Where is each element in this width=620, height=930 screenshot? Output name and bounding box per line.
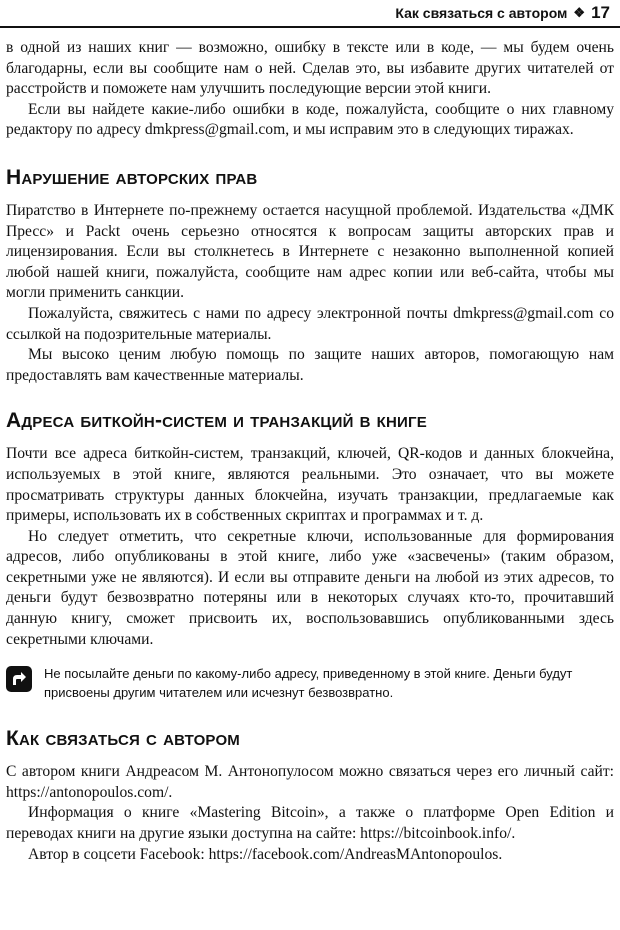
intro-paragraph-2: Если вы найдете какие-либо ошибки в коде, пожалуйста, сообщите о них главному редактору по адресу dmkpress@gmail.com, и мы исправим это в следующих тиражах. (6, 100, 614, 139)
section-title-copyright: Нарушение авторских прав (6, 165, 258, 189)
section-title-bitcoin-addresses: Адреса биткойн-систем и транзакций в книге (6, 409, 427, 433)
copyright-paragraph-2: Пожалуйста, свяжитесь с нами по адресу электронной почты dmkpress@gmail.com со ссылкой на подозрительные материалы. (6, 304, 614, 343)
bitcoin-paragraph-2: Но следует отметить, что секретные ключи, использованные для формирования адресов, либо опубликованы в этой книге, либо уже «засвечены» (таким образом, секретными уже не являются). И если вы отправите деньги на любой из этих адресов, то деньги будут безвозвратно потеряны или в некоторых случаях кто-то, прочитавший данную книгу, сможет присвоить их, воспользовавшись опубликованными здесь секретными ключами. (6, 527, 614, 648)
copyright-paragraph-3: Мы высоко ценим любую помощь по защите наших авторов, помогающую нам предоставлять вам качественные материалы. (6, 346, 614, 384)
warning-arrow-icon (6, 666, 32, 692)
page-number: 17 (591, 3, 610, 22)
copyright-paragraph-1: Пиратство в Интернете по-прежнему остается насущной проблемой. Издательства «ДМК Пресс» и Packt очень серьезно относятся к вопросам защиты авторских прав и лицензирования. Если вы столкнетесь в Интернете с незаконно выполненной копией любой нашей книги, пожалуйста, сообщите нам адрес копии или веб-сайта, чтобы мы могли применить санкции. (6, 201, 614, 302)
warning-note (6, 664, 614, 702)
contact-paragraph-3: Автор в соцсети Facebook: https://facebook.com/AndreasMAntonopoulos. (28, 845, 503, 863)
bitcoin-paragraph-1: Почти все адреса биткойн-систем, транзакций, ключей, QR-кодов и данных блокчейна, используемых в этой книге, являются реальными. Это означает, что вы можете просматривать структуры данных блокчейна, изучать транзакции, предлагаемые как примеры, использовать их в собственных скриптах и программах и т. д. (6, 445, 614, 525)
intro-paragraph-1: в одной из наших книг — возможно, ошибку в тексте или в коде, — мы будем очень благодарны, если вы сообщите нам о ней. Сделав это, вы избавите других читателей от расстройств и поможете нам улучшить последующие версии этой книги. (6, 39, 614, 98)
ornament-icon: ❖ (573, 5, 586, 20)
running-header (0, 0, 620, 28)
section-title-contact-author: Как связаться с автором (6, 727, 241, 751)
contact-paragraph-2: Информация о книге «Mastering Bitcoin», а также о платформе Open Edition и переводах книги на другие языки доступна на сайте: https://bitcoinbook.info/. (6, 804, 614, 843)
running-title: Как связаться с автором (395, 5, 568, 21)
warning-note-text: Не посылайте деньги по какому-либо адресу, приведенному в этой книге. Деньги будут присвоены другим читателем или исчезнут безвозвратно. (44, 666, 573, 701)
page-body (6, 38, 614, 865)
contact-paragraph-1: С автором книги Андреасом М. Антонопулосом можно связаться через его личный сайт: https://antonopoulos.com/. (6, 763, 614, 801)
